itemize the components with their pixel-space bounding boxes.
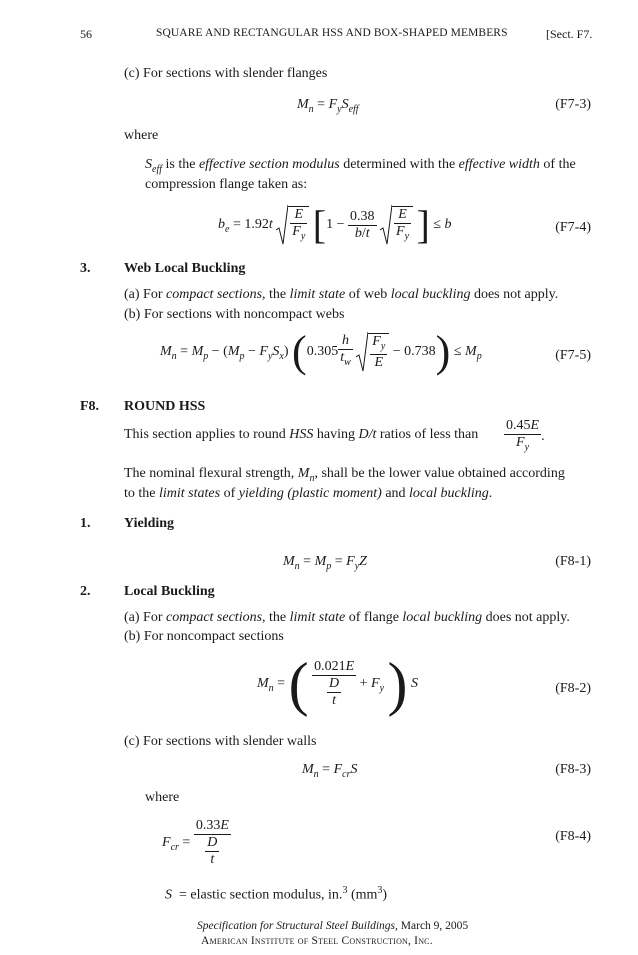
equation-f8-2: $M_n$ = ( $\frac{0.021E}{\frac{D}{t}}$ + $F_y$ ) S	[257, 651, 419, 717]
equation-number-f8-2: (F8-2)	[555, 681, 591, 696]
section-2-number: 2.	[80, 584, 91, 599]
section-2-item-c: (c) For sections with slender walls	[124, 734, 317, 749]
section-3-item-b: (b) For sections with noncompact webs	[124, 307, 345, 322]
footer-line2: American Institute of Steel Construction, Inc.	[201, 935, 433, 947]
equation-f8-3: $M_n = F_{cr}S$	[302, 762, 358, 780]
equation-number-f7-4: (F7-4)	[555, 220, 591, 235]
equation-f8-4: $F_{cr}$ = $\frac{0.33E}{\frac{D}{t}}$	[162, 818, 229, 867]
page-number: 56	[80, 27, 92, 41]
section-f8-title: ROUND HSS	[124, 399, 206, 414]
f8-intro-limit-fraction: $\frac{0.45E}{F_y}$ .	[506, 418, 545, 453]
section-1-title: Yielding	[124, 516, 175, 531]
section-marker: [Sect. F7.	[546, 27, 593, 41]
equation-f7-4: $b_e = 1.92t$ $\frac{E}{F_y}$ [1 − $\frac{0.38}{b/t}$ $\frac{E}{F_y}$ ] ≤ b	[218, 202, 452, 247]
section-2-item-a: (a) For compact sections, the limit state of flange local buckling does not apply.	[124, 610, 570, 625]
seff-definition: $S_{eff}$ is the effective section modulus determined with the effective width of the	[145, 157, 576, 175]
where-label: where	[124, 128, 159, 143]
section-2-title: Local Buckling	[124, 584, 215, 599]
seff-definition-line2: compression flange taken as:	[145, 177, 308, 192]
footer-line1: Specification for Structural Steel Buildings, March 9, 2005	[197, 920, 469, 932]
f7-c-heading: (c) For sections with slender flanges	[124, 66, 328, 81]
section-3-item-a: (a) For compact sections, the limit state of web local buckling does not apply.	[124, 287, 559, 302]
section-f8-number: F8.	[80, 399, 100, 414]
where-label-2: where	[145, 790, 180, 805]
equation-f8-1: $M_n = M_p = F_yZ$	[283, 554, 367, 572]
equation-number-f7-3: (F7-3)	[555, 97, 591, 112]
section-2-item-b: (b) For noncompact sections	[124, 629, 284, 644]
equation-number-f8-1: (F8-1)	[555, 554, 591, 569]
f8-paragraph-line1: The nominal flexural strength, $M_n$, shall be the lower value obtained according	[124, 466, 565, 484]
f8-paragraph-line2: to the limit states of yielding (plastic moment) and local buckling.	[124, 486, 493, 501]
equation-f7-3: $M_n = F_yS_{eff}$	[297, 97, 359, 115]
running-title: SQUARE AND RECTANGULAR HSS AND BOX-SHAPED MEMBERS	[156, 27, 508, 39]
equation-number-f8-3: (F8-3)	[555, 762, 591, 777]
equation-number-f8-4: (F8-4)	[555, 829, 591, 844]
section-1-number: 1.	[80, 516, 91, 531]
section-3-title: Web Local Buckling	[124, 261, 246, 276]
s-definition: S = elastic section modulus, in.$^3$ $(mm^3)$	[165, 885, 388, 903]
section-3-number: 3.	[80, 261, 91, 276]
equation-f7-5: $M_n = M_p - (M_p - F_yS_x)$ (0.305 $\frac{h}{t_w}$ $\frac{F_y}{E}$ − $0.738) \le M_p$	[160, 327, 482, 376]
equation-number-f7-5: (F7-5)	[555, 348, 591, 363]
f8-intro: This section applies to round HSS having D/t ratios of less than	[124, 427, 479, 442]
